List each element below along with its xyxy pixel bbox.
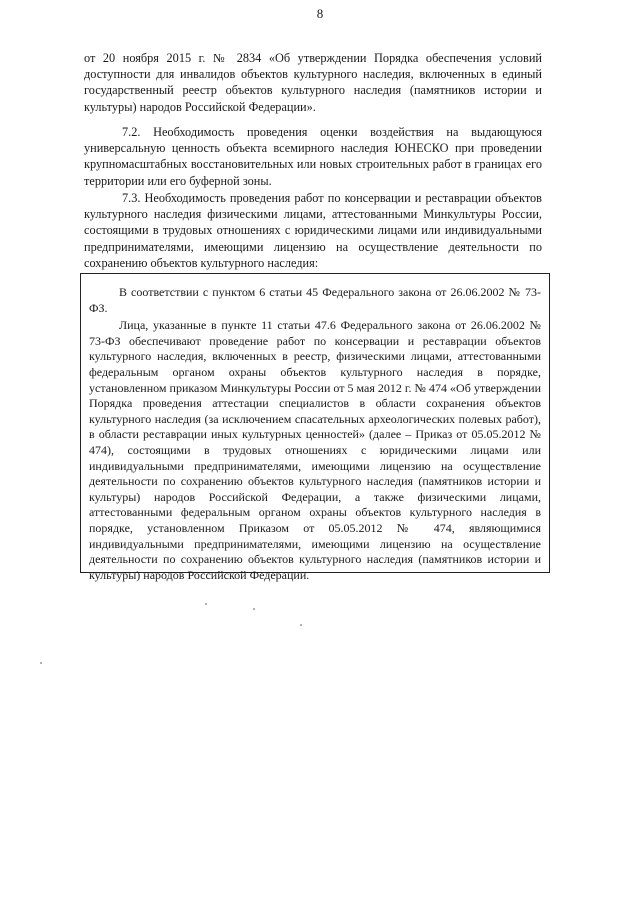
box-paragraph-explanation: Лица, указанные в пункте 11 статьи 47.6 Федерального закона от 26.06.2002 № 73-ФЗ обеспечивают проведение работ по консервации и реставрации объектов культурного наследия, включенных в реестр, физическими лицами, аттестованными федеральным органом охраны объектов культурного наследия в порядке, установленном приказом Минкультуры России от 5 мая 2012 г. № 474 «Об утверждении Порядка проведения аттестации специалистов в области сохранения объектов культурного наследия (за исключением спасательных археологических полевых работ), в области реставрации иных культурных ценностей» (далее – Приказ от 05.05.2012 № 474), состоящими в трудовых отношениях с юридическими лицами или индивидуальными предпринимателями, имеющими лицензию на осуществление деятельности по сохранению объектов культурного наследия (памятников истории и культуры) народов Российской Федерации, а также физическими лицами, аттестованными федеральным органом охраны объектов культурного наследия в порядке, установленном Приказом от 05.05.2012 № 474, являющимися индивидуальными предпринимателями, имеющими лицензию на осуществление деятельности по сохранению объектов культурного наследия (памятников истории и культуры) народов Российской Федерации. bbox=[89, 318, 541, 582]
paragraph-continuation: от 20 ноября 2015 г. № 2834 «Об утверждении Порядка обеспечения условий доступности для инвалидов объектов культурного наследия, включенных в единый государственный реестр объектов культурного наследия (памятников истории и культуры) народов Российской Федерации». bbox=[84, 51, 542, 114]
legal-reference-box bbox=[80, 273, 550, 582]
scan-speck bbox=[40, 662, 42, 664]
scan-speck bbox=[205, 603, 207, 605]
paragraph-7-3: 7.3. Необходимость проведения работ по консервации и реставрации объектов культурного наследия физическими лицами, аттестованными Минкультуры России, состоящими в трудовых отношениях с юридическими лицами или индивидуальными предпринимателями, имеющими лицензию на осуществление деятельности по сохранению объектов культурного наследия: bbox=[84, 191, 542, 270]
page-number: 8 bbox=[316, 6, 324, 21]
scan-speck bbox=[253, 608, 255, 610]
paragraph-7-2: 7.2. Необходимость проведения оценки воздействия на выдающуюся универсальную ценность объекта всемирного наследия ЮНЕСКО при проведении крупномасштабных восстановительных или новых строительных работ в границах его территории или его буферной зоны. bbox=[84, 125, 542, 188]
scan-speck bbox=[300, 624, 302, 626]
box-paragraph-legal-basis: В соответствии с пунктом 6 статьи 45 Федерального закона от 26.06.2002 № 73-ФЗ. bbox=[89, 285, 541, 315]
